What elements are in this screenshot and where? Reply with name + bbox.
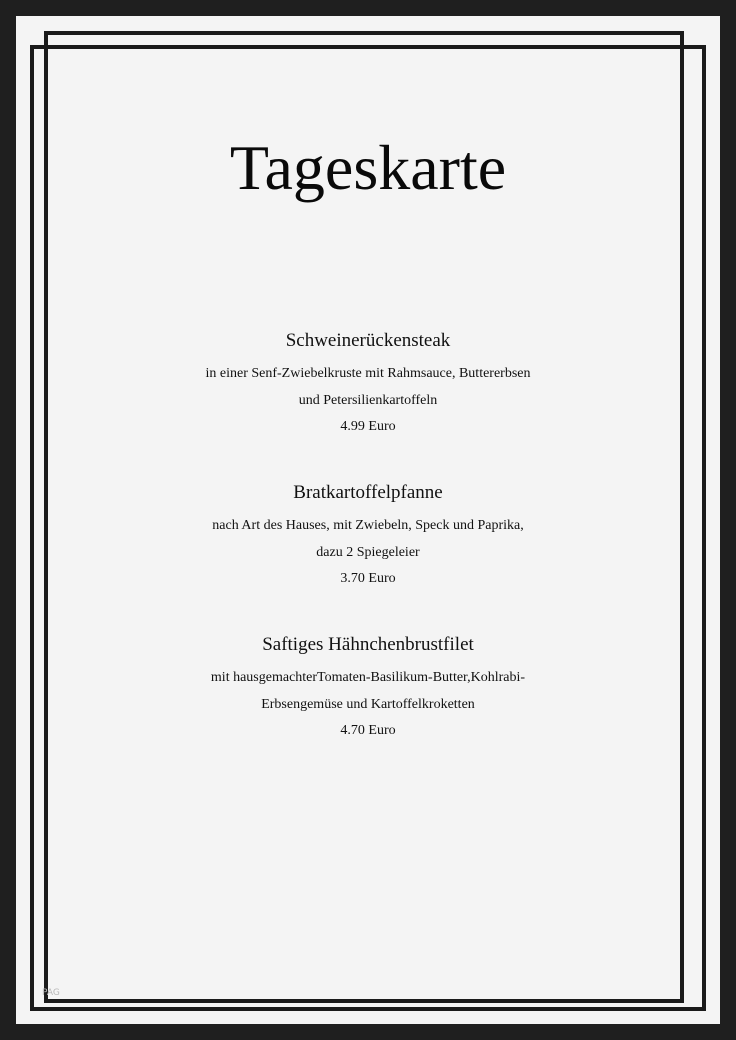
dish-description-line: nach Art des Hauses, mit Zwiebeln, Speck und Paprika,: [212, 518, 524, 533]
menu-page: [16, 16, 720, 1024]
watermark-mark: PAG: [42, 988, 60, 998]
dish-description-line: in einer Senf-Zwiebelkruste mit Rahmsauce, Buttererbsen: [205, 366, 531, 381]
dish-name: Bratkartoffelpfanne: [293, 482, 443, 503]
dish-description-line: Erbsengemüse und Kartoffelkroketten: [261, 697, 475, 712]
dish-name: Saftiges Hähnchenbrustfilet: [262, 634, 474, 655]
dish-price: 4.99 Euro: [340, 419, 396, 434]
page-title: Tageskarte: [229, 132, 507, 203]
dish-item: [16, 632, 720, 744]
dish-item: [16, 480, 720, 592]
dish-name: Schweinerückensteak: [285, 330, 451, 351]
dish-list: [16, 328, 720, 784]
dish-description-line: und Petersilienkartoffeln: [298, 393, 438, 408]
dish-item: [16, 328, 720, 440]
dish-price: 3.70 Euro: [340, 571, 396, 586]
dish-price: 4.70 Euro: [340, 723, 396, 738]
dish-description-line: mit hausgemachterTomaten-Basilikum-Butter,Kohlrabi-: [210, 670, 526, 685]
dish-description-line: dazu 2 Spiegeleier: [316, 545, 420, 560]
